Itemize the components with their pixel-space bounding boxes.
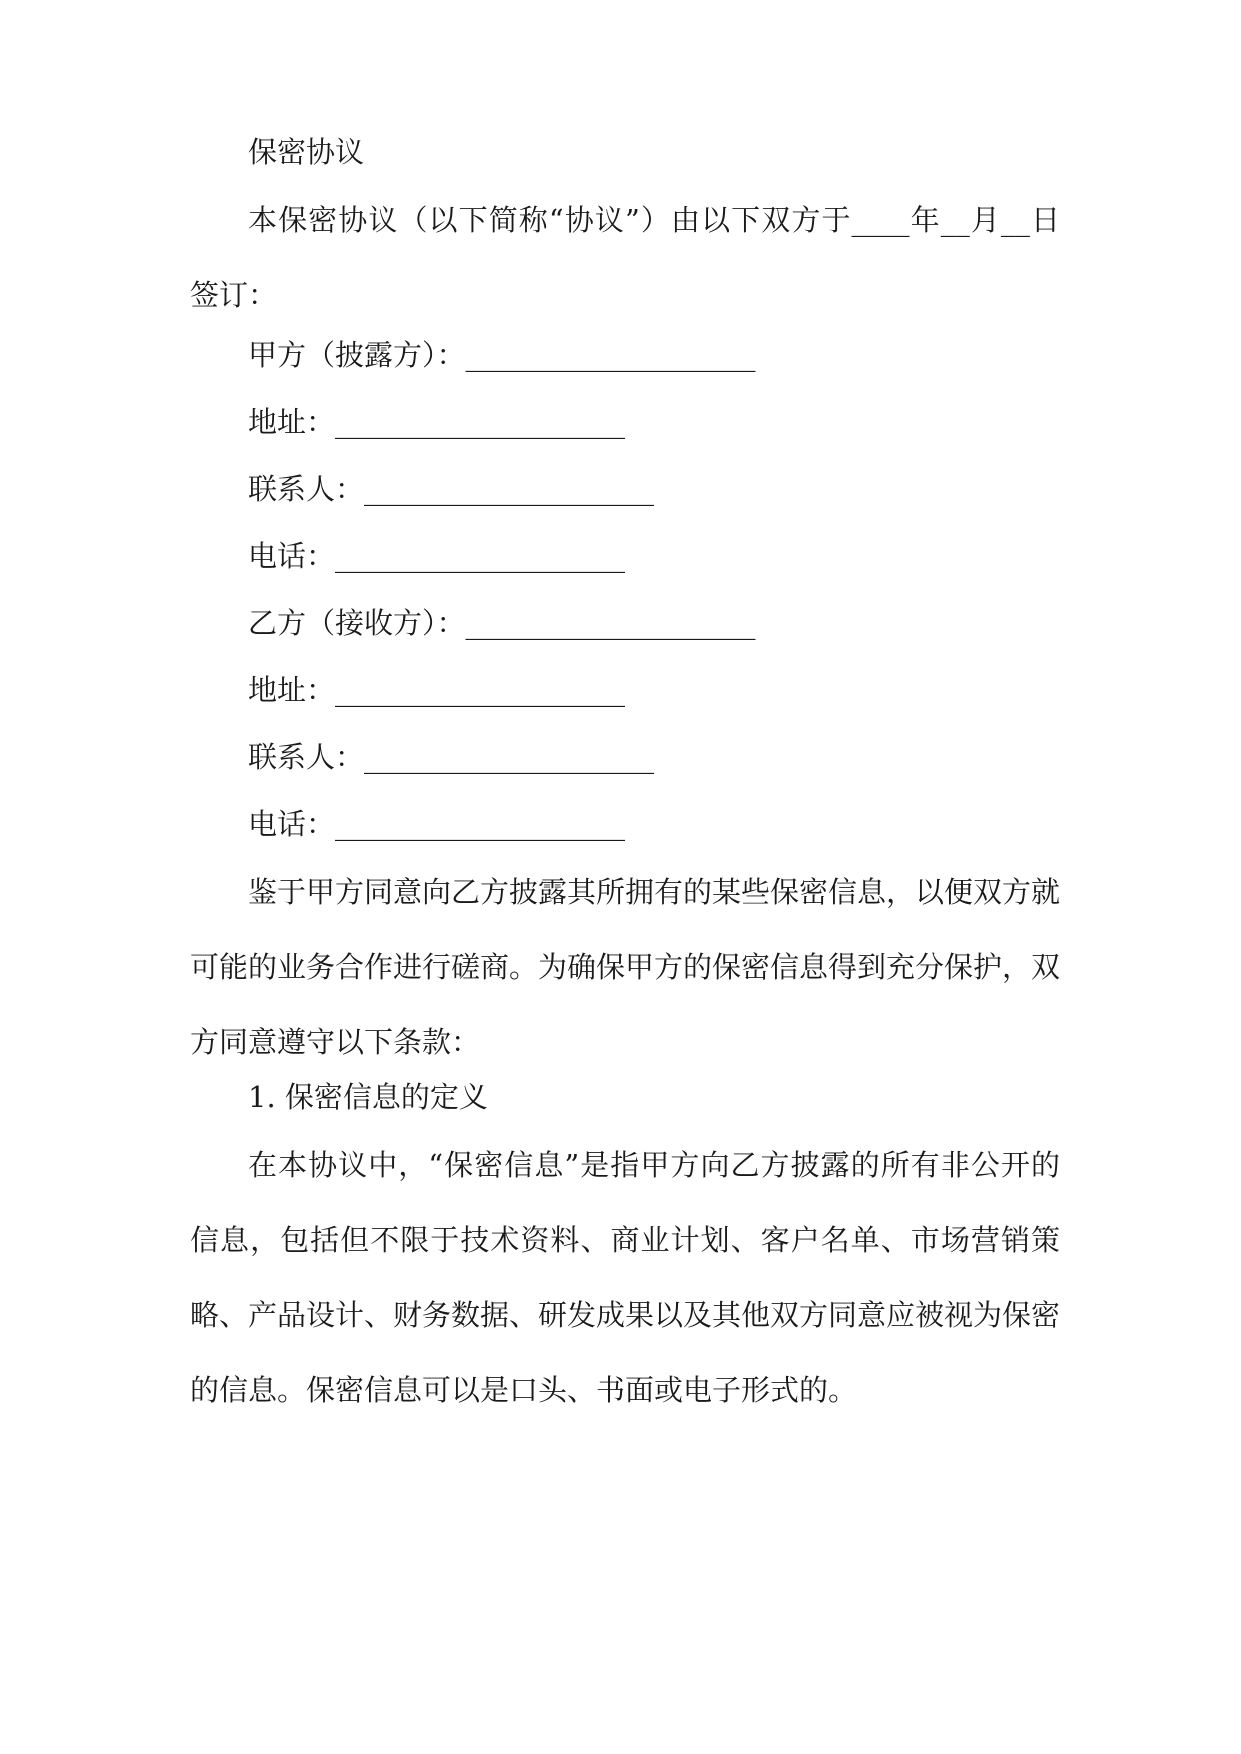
party-b-phone-field: 电话：____________________ bbox=[248, 807, 626, 841]
party-a-phone-field: 电话：____________________ bbox=[248, 539, 626, 573]
party-b-name-field: 乙方（接收方）：____________________ bbox=[248, 606, 756, 640]
document-title: 保密协议 bbox=[248, 135, 365, 169]
party-a-name-field: 甲方（披露方）：____________________ bbox=[248, 338, 756, 372]
preamble-paragraph: 鉴于甲方同意向乙方披露其所拥有的某些保密信息，以便双方就可能的业务合作进行磋商。为确保甲方的保密信息得到充分保护，双方同意遵守以下条款： bbox=[190, 875, 1061, 1059]
party-b-contact-field: 联系人：____________________ bbox=[248, 740, 655, 774]
party-b-address-field: 地址：____________________ bbox=[248, 673, 626, 707]
section-1-heading: 1. 保密信息的定义 bbox=[248, 1080, 488, 1114]
section-1-body: 在本协议中，“保密信息”是指甲方向乙方披露的所有非公开的信息，包括但不限于技术资料、商业计划、客户名单、市场营销策略、产品设计、财务数据、研发成果以及其他双方同意应被视为保密的信息。保密信息可以是口头、书面或电子形式的。 bbox=[190, 1148, 1061, 1407]
party-a-contact-field: 联系人：____________________ bbox=[248, 472, 655, 506]
intro-paragraph: 本保密协议（以下简称“协议”）由以下双方于____年__月__日签订： bbox=[190, 203, 1060, 312]
party-a-address-field: 地址：____________________ bbox=[248, 405, 626, 439]
